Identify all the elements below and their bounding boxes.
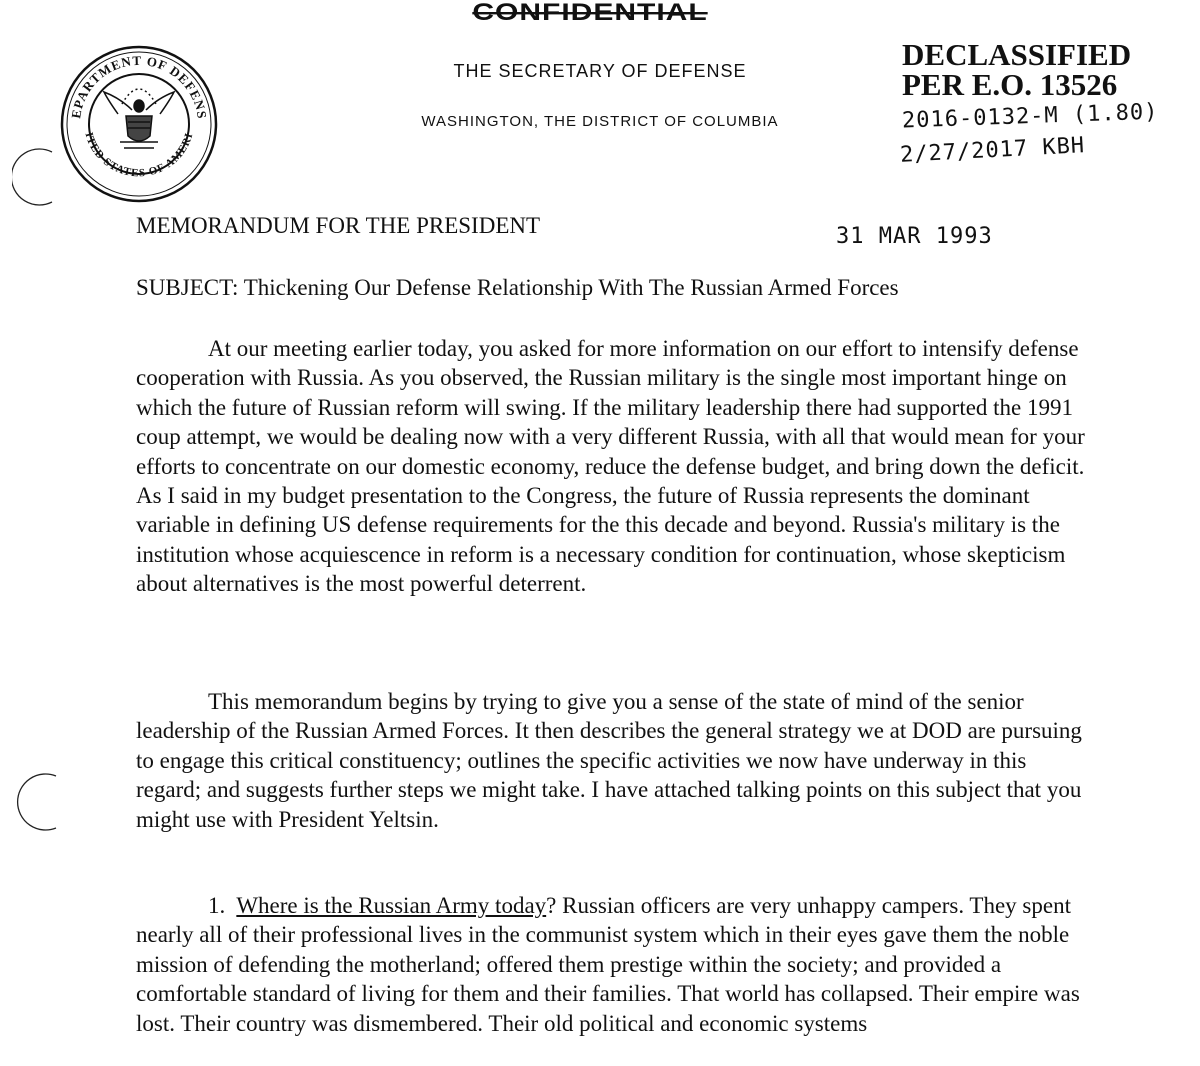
declassification-authority: PER E.O. 13526 <box>902 67 1118 102</box>
memo-paragraph-1: At our meeting earlier today, you asked for more information on our effort to intensify defense cooperation with Russia. As you observed, the Russian military is the single most important hinge on which the future of Russian reform will swing. If the military leadership there had supported the 1991 coup attempt, we would be dealing now with a very different Russia, with all that would mean for your efforts to concentrate on our domestic economy, reduce the defense budget, and bring down the deficit. As I said in my budget presentation to the Congress, the future of Russia represents the dominant variable in defining US defense requirements for the this decade and beyond. Russia's military is the institution whose acquiescence in reform is a necessary condition for continuation, whose skepticism about alternatives is the most powerful deterrent. <box>136 336 1085 597</box>
section-heading: Where is the Russian Army today <box>236 893 547 918</box>
memo-paragraph-2: This memorandum begins by trying to give you a sense of the state of mind of the senior leadership of the Russian Armed Forces. It then describes the general strategy we at DOD are pursuing to engage this critical constituency; outlines the specific activities we now have underway in this regard; and suggests further steps we might take. I have attached talking points on this subject that you might use with President Yeltsin. <box>136 689 1082 832</box>
punch-hole-mark <box>16 772 62 834</box>
declassification-case-number: 2016-0132-M (1.80) <box>901 99 1159 134</box>
section-body: Russian officers are very unhappy campers. They spent nearly all of their professional lives in the communist system which in their eyes gave them the noble mission of defending the motherland; offered them prestige within the society; and provided a comfortable standard of living for them and their families. That world has collapsed. Their empire was lost. Their country was dismembered. Their old political and economic systems <box>136 893 1080 1036</box>
memo-date-stamp: 31 MAR 1993 <box>836 224 993 249</box>
dod-seal <box>60 44 218 204</box>
memo-section-1: 1. Where is the Russian Army today? Russian officers are very unhappy campers. They spent nearly all of their professional lives in the communist system which in their eyes gave them the noble mission of defending the motherland; offered them prestige within the society; and provided a comfortable standard of living for them and their families. That world has collapsed. Their empire was lost. Their country was dismembered. Their old political and economic systems <box>136 893 1080 1036</box>
declassification-date-initials: 2/27/2017 KBH <box>899 133 1086 168</box>
classification-marking: CONFIDENTIAL <box>472 0 708 26</box>
memo-addressee: MEMORANDUM FOR THE PRESIDENT <box>136 213 541 238</box>
seal-text-bottom: ITED STATES OF AMERI <box>82 131 196 180</box>
declassified-label: DECLASSIFIED <box>902 37 1132 72</box>
punch-hole-mark <box>12 146 58 208</box>
seal-text-top: EPARTMENT OF DEFENS <box>68 52 210 121</box>
memo-subject: SUBJECT: Thickening Our Defense Relationship With The Russian Armed Forces <box>136 275 899 300</box>
eagle-icon <box>104 89 174 148</box>
letterhead-location: WASHINGTON, THE DISTRICT OF COLUMBIA <box>421 113 779 130</box>
declassification-stamp <box>902 37 1132 102</box>
section-number: 1. <box>208 893 226 918</box>
letterhead-office: THE SECRETARY OF DEFENSE <box>453 61 747 81</box>
